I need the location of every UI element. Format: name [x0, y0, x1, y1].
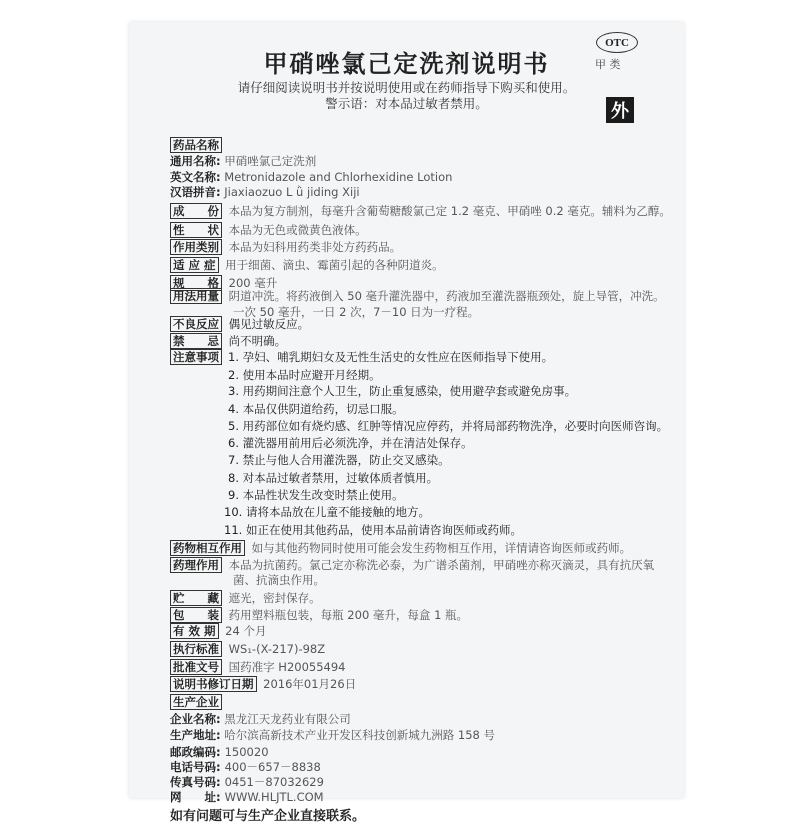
warning-text: 警示语：对本品过敏者禁用。: [325, 96, 488, 111]
category-label: 作用类别: [170, 239, 222, 255]
specification-value: 200 毫升: [228, 275, 278, 290]
precautions-label: 注意事项: [170, 349, 222, 365]
properties-label: 性 状: [170, 222, 222, 238]
company-label: 企业名称:: [170, 711, 221, 726]
postcode-value: 150020: [224, 745, 269, 760]
english-name-label: 英文名称:: [170, 169, 221, 184]
phone-label: 电话号码:: [170, 760, 225, 775]
precaution-item: 4. 本品仅供阴道给药，切忌口服。: [228, 402, 404, 416]
website-label: 网 址:: [170, 790, 225, 805]
common-name-label: 通用名称:: [170, 153, 221, 168]
common-name-value: 甲硝唑氯己定洗剂: [224, 153, 317, 168]
precaution-item: 5. 用药部位如有烧灼感、红肿等情况应停药，并将局部药物洗净，必要时向医师咨询。: [228, 418, 669, 433]
interactions-label: 药物相互作用: [170, 540, 245, 556]
indications-value: 用于细菌、滴虫、霉菌引起的各种阴道炎。: [225, 257, 444, 272]
company-value: 黑龙江天龙药业有限公司: [224, 711, 351, 726]
precaution-item: 11. 如正在使用其他药品，使用本品前请咨询医师或药师。: [224, 522, 522, 537]
approval-label: 批准文号: [170, 659, 222, 675]
english-name-value: Metronidazole and Chlorhexidine Lotion: [224, 169, 453, 184]
footer-contact-note: 如有问题可与生产企业直接联系。: [170, 809, 366, 824]
precaution-item: 1. 孕妇、哺乳期妇女及无性生活史的女性应在医师指导下使用。: [228, 349, 554, 364]
pharmacology-value-line2: 菌、抗滴虫作用。: [233, 573, 325, 588]
pharmacology-label: 药理作用: [170, 557, 222, 573]
interactions-value: 如与其他药物同时使用可能会发生药物相互作用，详情请咨询医师或药师。: [251, 540, 632, 555]
manufacturer-label: 生产企业: [170, 694, 222, 710]
otc-category: 甲 类: [595, 58, 621, 71]
ingredients-label: 成 份: [170, 203, 222, 219]
external-use-mark: 外: [606, 97, 634, 123]
pinyin-value: Jiaxiaozuo L ǜ jiding Xiji: [224, 185, 360, 200]
contraindication-value: 尚不明确。: [228, 334, 287, 349]
properties-value: 本品为无色或微黄色液体。: [228, 222, 367, 237]
precaution-item: 2. 使用本品时应避开月经期。: [228, 367, 381, 382]
validity-value: 24 个月: [225, 624, 267, 639]
website-value: WWW.HLJTL.COM: [224, 790, 324, 805]
adverse-label: 不良反应: [170, 316, 222, 332]
manufacturer-details: [129, 22, 684, 798]
precaution-item: 10. 请将本品放在儿童不能接触的地方。: [224, 505, 430, 520]
indications-label: 适 应 症: [170, 257, 219, 273]
validity-label: 有 效 期: [170, 623, 219, 639]
page-title: 甲硝唑氯己定洗剂说明书: [263, 50, 550, 78]
dosage-value-line2: 一次 50 毫升，一日 2 次，7－10 日为一疗程。: [233, 305, 480, 320]
reading-instruction: 请仔细阅读说明书并按说明使用或在药师指导下购买和使用。: [237, 80, 576, 95]
precaution-item: 8. 对本品过敏者禁用，过敏体质者慎用。: [228, 470, 439, 485]
address-value: 哈尔滨高新技术产业开发区科技创新城九洲路 158 号: [224, 728, 496, 743]
storage-value: 遮光，密封保存。: [228, 590, 321, 605]
postcode-label: 邮政编码:: [170, 745, 225, 760]
approval-value: 国药准字 H20055494: [228, 659, 346, 674]
pharmacology-value-line1: 本品为抗菌药。氯己定亦称洗必泰，为广谱杀菌剂，甲硝唑亦称灭滴灵，具有抗厌氧: [228, 558, 655, 573]
package-value: 药用塑料瓶包装，每瓶 200 毫升，每盒 1 瓶。: [228, 607, 469, 622]
phone-value: 400－657－8838: [224, 760, 321, 775]
address-label: 生产地址:: [170, 728, 221, 743]
adverse-value: 偶见过敏反应。: [228, 317, 310, 332]
fax-label: 传真号码:: [170, 775, 225, 790]
precaution-item: 7. 禁止与他人合用灌洗器，防止交叉感染。: [228, 453, 450, 468]
precaution-item: 9. 本品性状发生改变时禁止使用。: [228, 488, 404, 503]
revision-label: 说明书修订日期: [170, 676, 257, 692]
package-label: 包 装: [170, 607, 222, 623]
ingredients-value: 本品为复方制剂，每毫升含葡萄糖酸氯己定 1.2 毫克、甲硝唑 0.2 毫克。辅料为乙醇。: [228, 203, 671, 218]
drug-name-label: 药品名称: [170, 137, 222, 153]
storage-label: 贮 藏: [170, 590, 222, 606]
revision-value: 2016年01月26日: [263, 677, 357, 692]
dosage-value-line1: 阴道冲洗。将药液倒入 50 毫升灌洗器中，药液加至灌洗器瓶颈处，旋上导管，冲洗。: [228, 289, 665, 304]
standard-label: 执行标准: [170, 641, 222, 657]
contraindication-label: 禁 忌: [170, 333, 222, 349]
precaution-item: 3. 用药期间注意个人卫生，防止重复感染，使用避孕套或避免房事。: [228, 384, 577, 399]
category-value: 本品为妇科用药类非处方药药品。: [228, 240, 402, 255]
standard-value: WS₁-(X-217)-98Z: [228, 641, 326, 656]
fax-value: 0451－87032629: [224, 775, 324, 790]
precaution-item: 6. 灌洗器用前用后必须洗净，并在清洁处保存。: [228, 436, 473, 451]
specification-label: 规 格: [170, 275, 222, 291]
dosage-label: 用法用量: [170, 288, 222, 304]
pinyin-label: 汉语拼音:: [170, 185, 221, 200]
otc-badge: OTC: [596, 32, 638, 53]
